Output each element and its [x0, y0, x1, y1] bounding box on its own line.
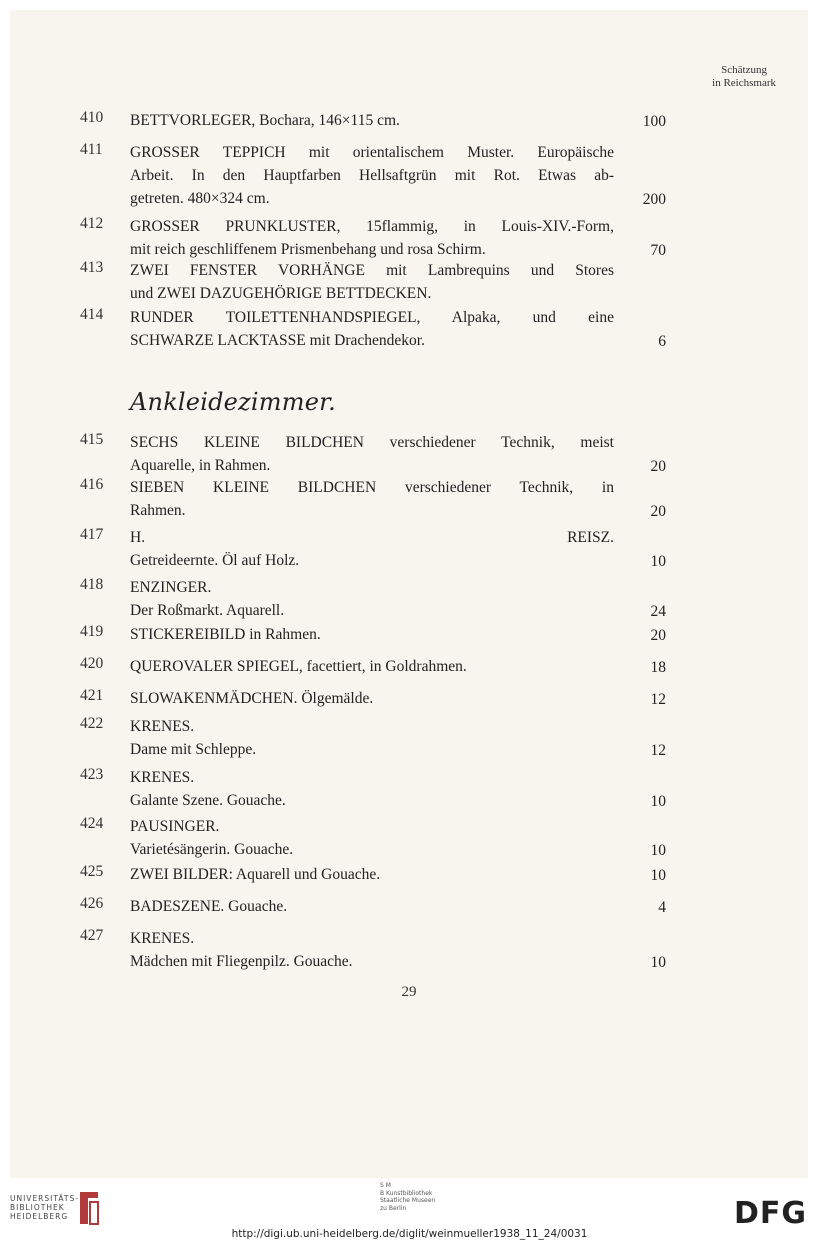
lot-description — [130, 655, 614, 678]
description-line: KRENES. — [130, 930, 195, 947]
estimate-header-line1: Schätzung — [721, 64, 767, 76]
description-line: KRENES. — [130, 718, 195, 735]
lot-number: 418 — [80, 576, 104, 593]
lot-description — [130, 895, 614, 918]
description-line: Rahmen. — [130, 502, 186, 519]
lot-description — [130, 623, 614, 646]
description-line: ZWEI BILDER: Aquarell und Gouache. — [130, 866, 381, 883]
lot-estimate: 24 — [650, 603, 666, 620]
description-line: Varietésängerin. Gouache. — [130, 841, 294, 858]
lot-number: 425 — [80, 863, 104, 880]
description-line: KRENES. — [130, 769, 195, 786]
lot-description — [130, 476, 614, 522]
lot-description — [130, 215, 614, 261]
lot-description — [130, 815, 614, 861]
lot-estimate: 12 — [650, 742, 666, 759]
lot-number: 413 — [80, 259, 104, 276]
description-line: Galante Szene. Gouache. — [130, 792, 286, 809]
description-line: QUEROVALER SPIEGEL, facettiert, in Goldrahmen. — [130, 658, 467, 675]
description-line: SECHS KLEINE BILDCHEN verschiedener Technik, meist — [130, 434, 614, 451]
description-line: GROSSER TEPPICH mit orientalischem Muster. Europäische — [130, 144, 614, 161]
estimate-column-header — [712, 64, 776, 90]
description-line: Der Roßmarkt. Aquarell. — [130, 602, 285, 619]
description-line: Arbeit. In den Hauptfarben Hellsaftgrün mit Rot. Etwas ab- — [130, 167, 614, 184]
lot-description — [130, 109, 614, 132]
lot-number: 427 — [80, 927, 104, 944]
lot-number: 422 — [80, 715, 104, 732]
lot-number: 424 — [80, 815, 104, 832]
description-line: BADESZENE. Gouache. — [130, 898, 288, 915]
lot-estimate: 20 — [650, 627, 666, 644]
description-line: STICKEREIBILD in Rahmen. — [130, 626, 321, 643]
lot-estimate: 200 — [642, 191, 666, 208]
description-line: und ZWEI DAZUGEHÖRIGE BETTDECKEN. — [130, 285, 432, 302]
digitization-footer — [0, 1182, 819, 1242]
lot-number: 411 — [80, 141, 103, 158]
lot-estimate: 6 — [658, 333, 666, 350]
lot-estimate: 100 — [642, 113, 666, 130]
section-heading: Ankleidezimmer. — [130, 388, 336, 416]
lot-number: 421 — [80, 687, 104, 704]
dfg-logo: DFG — [733, 1196, 807, 1231]
university-crest-icon — [78, 1190, 100, 1226]
lot-number: 417 — [80, 526, 104, 543]
description-line: SCHWARZE LACKTASSE mit Drachendekor. — [130, 332, 425, 349]
lot-description — [130, 306, 614, 352]
lot-number: 414 — [80, 306, 104, 323]
lot-number: 415 — [80, 431, 104, 448]
lot-description — [130, 526, 614, 572]
estimate-header-line2: in Reichsmark — [712, 77, 776, 89]
lot-estimate: 20 — [650, 503, 666, 520]
lot-description — [130, 141, 614, 210]
lot-description — [130, 863, 614, 886]
description-line: RUNDER TOILETTENHANDSPIEGEL, Alpaka, und eine — [130, 309, 614, 326]
kunstbibliothek-logo: S M B Kunstbibliothek Staatliche Museen zu Berlin — [380, 1182, 436, 1212]
lot-number: 420 — [80, 655, 104, 672]
lot-number: 412 — [80, 215, 104, 232]
lot-estimate: 10 — [650, 553, 666, 570]
description-line: H. REISZ. — [130, 529, 614, 546]
page-number: 29 — [401, 984, 417, 1000]
description-line: mit reich geschliffenem Prismenbehang und rosa Schirm. — [130, 241, 486, 258]
description-line: BETTVORLEGER, Bochara, 146×115 cm. — [130, 112, 400, 129]
lot-number: 416 — [80, 476, 104, 493]
lot-estimate: 10 — [650, 793, 666, 810]
description-line: Mädchen mit Fliegenpilz. Gouache. — [130, 953, 353, 970]
description-line: Getreideernte. Öl auf Holz. — [130, 552, 300, 569]
lot-estimate: 20 — [650, 458, 666, 475]
lot-estimate: 10 — [650, 842, 666, 859]
lot-number: 419 — [80, 623, 104, 640]
lot-estimate: 12 — [650, 691, 666, 708]
description-line: Aquarelle, in Rahmen. — [130, 457, 271, 474]
lot-estimate: 70 — [650, 242, 666, 259]
description-line: Dame mit Schleppe. — [130, 741, 257, 758]
lot-description — [130, 766, 614, 812]
university-library-logo: UNIVERSITÄTS- BIBLIOTHEK HEIDELBERG — [10, 1194, 79, 1221]
lot-description — [130, 259, 614, 305]
lot-number: 410 — [80, 109, 104, 126]
description-line: PAUSINGER. — [130, 818, 220, 835]
lot-estimate: 4 — [658, 899, 666, 916]
lot-description — [130, 431, 614, 477]
description-line: getreten. 480×324 cm. — [130, 190, 270, 207]
lot-estimate: 10 — [650, 954, 666, 971]
lot-description — [130, 927, 614, 973]
lot-description — [130, 576, 614, 622]
lot-number: 423 — [80, 766, 104, 783]
description-line: SIEBEN KLEINE BILDCHEN verschiedener Technik, in — [130, 479, 614, 496]
lot-estimate: 10 — [650, 867, 666, 884]
catalog-page — [10, 10, 808, 1178]
lot-estimate: 18 — [650, 659, 666, 676]
permalink-url[interactable]: http://digi.ub.uni-heidelberg.de/diglit/weinmueller1938_11_24/0031 — [231, 1228, 588, 1240]
lot-description — [130, 715, 614, 761]
description-line: GROSSER PRUNKLUSTER, 15flammig, in Louis-XIV.-Form, — [130, 218, 614, 235]
lot-number: 426 — [80, 895, 104, 912]
description-line: ZWEI FENSTER VORHÄNGE mit Lambrequins und Stores — [130, 262, 614, 279]
description-line: ENZINGER. — [130, 579, 212, 596]
lot-description — [130, 687, 614, 710]
description-line: SLOWAKENMÄDCHEN. Ölgemälde. — [130, 690, 374, 707]
